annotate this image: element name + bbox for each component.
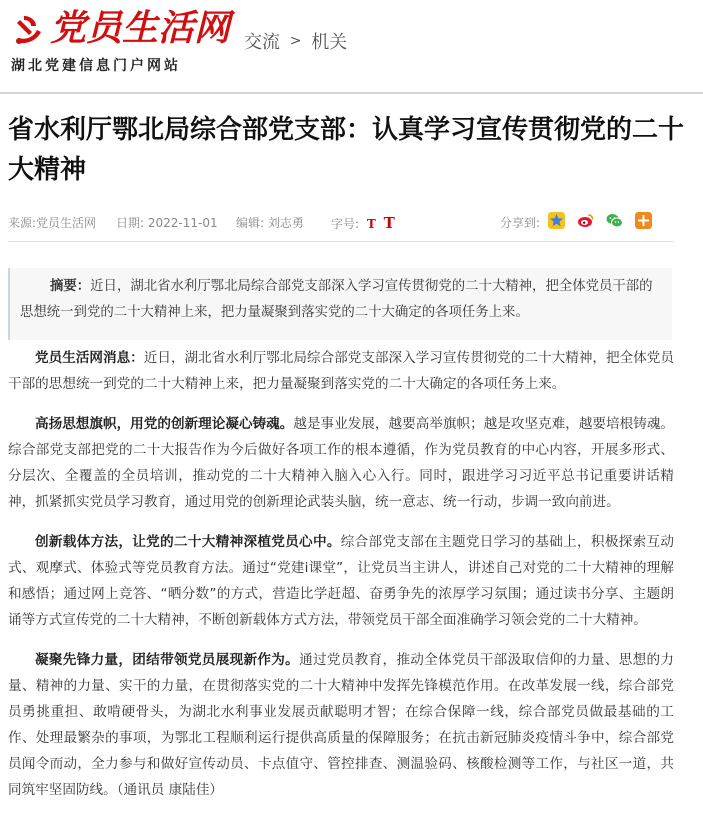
article-title: 省水利厅鄂北局综合部党支部：认真学习宣传贯彻党的二十大精神 bbox=[8, 115, 685, 185]
share-label: 分享到: bbox=[500, 216, 541, 230]
meta-divider bbox=[8, 241, 674, 242]
paragraph-lead: 党员生活网消息： bbox=[35, 350, 144, 366]
article-editor: 编辑: 刘志勇 bbox=[236, 216, 304, 230]
abstract-label: 摘要： bbox=[50, 279, 91, 294]
breadcrumb bbox=[244, 28, 347, 54]
paragraph-text: 通过党员教育，推动全体党员干部汲取信仰的力量、思想的力量、精神的力量、实干的力量，在贯彻落实党的二十大精神中发挥先锋模范作用。在改革发展一线，综合部党员勇挑重担、敢啃硬骨头，为湖北水利事业发展贡献聪明才智；在综合保障一线，综合部党员做最基础的工作、处理最繁杂的事项，为鄂北工程顺利运行提供高质量的保障服务；在抗击新冠肺炎疫情斗争中，综合部党员闻令而动，全力参与和做好宣传动员、卡点值守、管控排查、测温验码、核酸检测等工作，与社区一道，共同筑牢坚固防线。（通讯员 康陆佳） bbox=[8, 652, 675, 798]
qzone-icon[interactable] bbox=[548, 212, 565, 229]
breadcrumb-separator: > bbox=[289, 33, 302, 49]
breadcrumb-item-exchange[interactable]: 交流 bbox=[244, 32, 280, 53]
article-body bbox=[8, 345, 674, 817]
article-meta bbox=[8, 212, 678, 232]
article-paragraph bbox=[8, 411, 674, 515]
article-date: 日期: 2022-11-01 bbox=[116, 216, 218, 230]
breadcrumb-item-organs[interactable]: 机关 bbox=[311, 32, 348, 53]
weibo-icon[interactable] bbox=[577, 212, 594, 229]
paragraph-text: 综合部党支部在主题党日学习的基础上，积极探索互动式、观摩式、体验式等党员教育方法。通过“党建i课堂”，让党员当主讲人，讲述自己对党的二十大精神的理解和感悟；通过网上竞答、“晒分数”的方式，营造比学赶超、奋勇争先的浓厚学习氛围；通过读书分享、主题朗诵等方式宣传党的二十大精神，不断创新载体方式方法，带领党员干部全面准确学习领会党的二十大精神。 bbox=[8, 534, 675, 628]
article-paragraph bbox=[8, 529, 674, 633]
font-size-large-button[interactable]: T bbox=[383, 214, 395, 232]
font-size-control bbox=[331, 214, 395, 232]
font-size-label: 字号: bbox=[331, 217, 360, 231]
paragraph-lead: 创新载体方法，让党的二十大精神深植党员心中。 bbox=[35, 534, 341, 550]
site-logo-subtitle: 湖北党建信息门户网站 bbox=[11, 58, 181, 74]
wechat-icon[interactable] bbox=[606, 212, 623, 229]
site-header bbox=[0, 0, 703, 92]
paragraph-lead: 凝聚先锋力量，团结带领党员展现新作为。 bbox=[35, 652, 300, 668]
article-source: 来源:党员生活网 bbox=[8, 216, 97, 230]
font-size-small-button[interactable]: T bbox=[366, 217, 376, 231]
site-logo-title[interactable]: 党员生活网 bbox=[50, 7, 231, 49]
more-share-icon[interactable] bbox=[635, 212, 652, 229]
paragraph-text: 越是事业发展，越要高举旗帜；越是攻坚克难，越要培根铸魂。综合部党支部把党的二十大报告作为今后做好各项工作的根本遵循，作为党员教育的中心内容，开展多形式、分层次、全覆盖的全员培训，推动党的二十大精神入脑入心入行。同时，跟进学习习近平总书记重要讲话精神，抓紧抓实党员学习教育，通过用党的创新理论武装头脑，统一意志、统一行动，步调一致向前进。 bbox=[8, 416, 675, 510]
header-divider bbox=[0, 92, 703, 94]
party-emblem-icon[interactable] bbox=[10, 12, 46, 48]
paragraph-lead: 高扬思想旗帜，用党的创新理论凝心铸魂。 bbox=[35, 416, 294, 432]
article-paragraph bbox=[8, 345, 674, 397]
paragraph-text: 近日，湖北省水利厅鄂北局综合部党支部深入学习宣传贯彻党的二十大精神，把全体党员干部的思想统一到党的二十大精神上来，把力量凝聚到落实党的二十大确定的各项任务上来。 bbox=[8, 350, 674, 392]
abstract-text: 近日，湖北省水利厅鄂北局综合部党支部深入学习宣传贯彻党的二十大精神，把全体党员干部的思想统一到党的二十大精神上来，把力量凝聚到落实党的二十大确定的各项任务上来。 bbox=[20, 279, 653, 320]
article-abstract bbox=[8, 268, 672, 340]
article-paragraph bbox=[8, 647, 674, 803]
